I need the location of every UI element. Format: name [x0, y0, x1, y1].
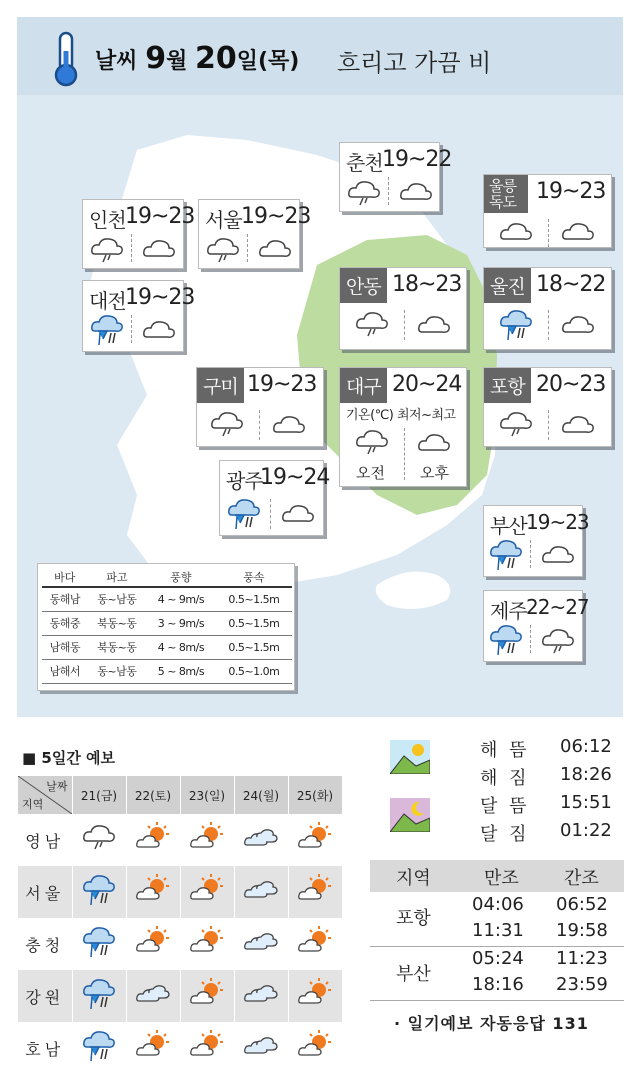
thermometer-icon [51, 31, 81, 87]
header-date: 날씨 9월 20일(목) [95, 41, 300, 76]
cloud-icon [560, 312, 596, 336]
forecast-cell [126, 918, 180, 970]
city-name: 구미 [197, 368, 244, 403]
city-card-busan [483, 505, 589, 577]
forecast-cell [180, 814, 234, 866]
forecast-cell [288, 970, 342, 1022]
forecast-cell [234, 918, 288, 970]
cloud-rain-icon [354, 308, 390, 338]
city-temp: 19~22 [382, 147, 452, 172]
cloud-icon [141, 317, 177, 341]
am-label: 오전 [356, 464, 385, 482]
header [17, 17, 623, 95]
sun-cloud-icon [135, 1029, 171, 1063]
rain-heavy-icon [488, 538, 524, 572]
forecast-cell [126, 970, 180, 1022]
city-name: 울릉 독도 [484, 175, 528, 213]
sunset-label: 해 짐 [480, 768, 530, 789]
region-label: 강원 [18, 970, 72, 1022]
city-card-daegu [339, 367, 467, 487]
city-card-seoul [198, 199, 311, 269]
city-name: 춘천 [346, 151, 383, 175]
sun-cloud-icon [297, 925, 333, 959]
forecast-cell [126, 814, 180, 866]
city-temp: 22~27 [526, 595, 589, 619]
cloud-rain-icon [205, 234, 241, 264]
sun-cloud-icon [297, 1029, 333, 1063]
table-row: 동해남 동~남동 4 ~ 9m/s 0.5~1.5m [42, 587, 292, 611]
clouds-icon [243, 873, 279, 907]
forecast-row [18, 1022, 342, 1074]
day-label: 23(일) [180, 776, 234, 814]
sun-cloud-icon [297, 977, 333, 1011]
city-temp: 19~23 [125, 204, 195, 229]
cloud-rain-icon [81, 821, 117, 855]
moonrise-label: 달 뜸 [480, 796, 530, 817]
moon-icon [390, 798, 430, 832]
sea-conditions-table [37, 563, 295, 691]
sun-cloud-icon [297, 821, 333, 855]
day-label: 21(금) [72, 776, 126, 814]
cloud-icon [257, 236, 293, 260]
cloud-icon [416, 430, 452, 454]
forecast-cell [288, 918, 342, 970]
city-name: 대전 [89, 289, 126, 313]
sunset-time: 18:26 [560, 764, 612, 785]
city-temp: 19~23 [241, 204, 311, 229]
forecast-row [18, 918, 342, 970]
day-label: 24(월) [234, 776, 288, 814]
forecast-cell [288, 1022, 342, 1074]
cloud-icon [498, 219, 534, 243]
cloud-icon [271, 412, 307, 436]
city-temp: 19~23 [536, 179, 606, 204]
forecast-cell [72, 814, 126, 866]
forecast-cell [234, 814, 288, 866]
day-label: 25(화) [288, 776, 342, 814]
clouds-icon [243, 1029, 279, 1063]
auto-response-note: · 일기예보 자동응답 131 [394, 1014, 589, 1033]
table-row: 남해서 동~남동 5 ~ 8m/s 0.5~1.0m [42, 659, 292, 683]
city-temp: 19~24 [260, 465, 330, 490]
forecast-corner: 날짜 지역 [18, 776, 72, 814]
city-card-andong [339, 267, 467, 350]
city-card-gumi [196, 367, 324, 447]
forecast-title: ■ 5일간 예보 [22, 749, 116, 767]
pm-label: 오후 [420, 464, 449, 482]
forecast-cell [72, 918, 126, 970]
sun-cloud-icon [189, 873, 225, 907]
clouds-icon [243, 977, 279, 1011]
rain-heavy-icon [89, 313, 125, 347]
forecast-cell [72, 970, 126, 1022]
cloud-rain-icon [354, 426, 390, 456]
city-name: 서울 [205, 208, 242, 232]
city-name: 포항 [484, 368, 531, 403]
city-card-pohang [483, 367, 612, 447]
city-card-chuncheon [339, 142, 452, 212]
city-card-uljin [483, 267, 612, 350]
cloud-rain-icon [540, 625, 576, 655]
cloud-rain-icon [498, 408, 534, 438]
rain-heavy-icon [226, 497, 262, 531]
forecast-cell [234, 970, 288, 1022]
cloud-icon [141, 236, 177, 260]
city-temp: 19~23 [125, 285, 195, 310]
cloud-rain-icon [89, 234, 125, 264]
rain-heavy-icon [81, 1029, 117, 1063]
sunrise-label: 해 뜸 [480, 740, 530, 761]
tide-place: 부산 [396, 964, 431, 985]
sun-cloud-icon [135, 925, 171, 959]
city-temp: 18~22 [536, 272, 606, 297]
city-name: 부산 [490, 514, 527, 538]
moonset-time: 01:22 [560, 820, 612, 841]
forecast-cell [234, 866, 288, 918]
forecast-row [18, 814, 342, 866]
tide-header: 지역 만조 간조 [370, 860, 624, 892]
forecast-cell [180, 1022, 234, 1074]
temp-legend: 기온(℃) 최저~최고 [346, 408, 456, 423]
forecast-cell [180, 918, 234, 970]
city-card-ulleung [483, 174, 612, 248]
clouds-icon [243, 925, 279, 959]
forecast-cell [288, 866, 342, 918]
city-name: 울진 [484, 268, 531, 303]
cloud-icon [280, 501, 316, 525]
cloud-icon [540, 542, 576, 566]
city-temp: 18~23 [392, 272, 462, 297]
sunrise-time: 06:12 [560, 736, 612, 757]
sun-cloud-icon [135, 821, 171, 855]
day-label: 22(토) [126, 776, 180, 814]
rain-heavy-icon [81, 925, 117, 959]
city-temp: 19~23 [526, 510, 589, 534]
city-name: 인천 [89, 208, 126, 232]
cloud-icon [398, 179, 434, 203]
sun-cloud-icon [189, 977, 225, 1011]
forecast-cell [180, 970, 234, 1022]
forecast-cell [180, 866, 234, 918]
rain-heavy-icon [488, 623, 524, 657]
cloud-icon [416, 312, 452, 336]
forecast-row [18, 866, 342, 918]
rain-heavy-icon [81, 873, 117, 907]
city-name: 제주 [490, 599, 527, 623]
sun-cloud-icon [189, 925, 225, 959]
city-card-jeju [483, 590, 589, 662]
clouds-icon [243, 821, 279, 855]
region-label: 호남 [18, 1022, 72, 1074]
city-temp: 19~23 [247, 372, 317, 397]
forecast-cell [72, 866, 126, 918]
table-row: 남해동 북동~동 4 ~ 8m/s 0.5~1.5m [42, 635, 292, 659]
city-card-daejeon [82, 280, 195, 352]
city-name: 안동 [340, 268, 387, 303]
region-label: 영남 [18, 814, 72, 866]
forecast-cell [72, 1022, 126, 1074]
moonrise-time: 15:51 [560, 792, 612, 813]
table-row: 동해중 북동~동 3 ~ 9m/s 0.5~1.5m [42, 611, 292, 635]
forecast-cell [126, 1022, 180, 1074]
forecast-cell [234, 1022, 288, 1074]
city-name: 대구 [340, 368, 387, 403]
cloud-icon [560, 219, 596, 243]
region-label: 서울 [18, 866, 72, 918]
sun-cloud-icon [297, 873, 333, 907]
cloud-icon [560, 412, 596, 436]
header-summary: 흐리고 가끔 비 [337, 49, 492, 77]
cloud-rain-icon [209, 408, 245, 438]
cloud-rain-icon [346, 177, 382, 207]
sun-cloud-icon [189, 821, 225, 855]
sunrise-icon [390, 740, 430, 774]
clouds-icon [135, 977, 171, 1011]
forecast-header-row [18, 776, 342, 814]
rain-heavy-icon [498, 308, 534, 342]
region-label: 충청 [18, 918, 72, 970]
tide-place: 포항 [396, 908, 431, 929]
sea-header-row: 바다 파고 풍향 풍속 [42, 568, 292, 587]
forecast-row [18, 970, 342, 1022]
city-temp: 20~23 [536, 372, 606, 397]
sun-cloud-icon [135, 873, 171, 907]
city-card-incheon [82, 199, 195, 269]
moonset-label: 달 짐 [480, 824, 530, 845]
forecast-cell [126, 866, 180, 918]
city-name: 광주 [226, 469, 263, 493]
city-card-gwangju [219, 460, 330, 536]
forecast-cell [288, 814, 342, 866]
city-temp: 20~24 [392, 372, 462, 397]
sun-cloud-icon [189, 1029, 225, 1063]
forecast-table [18, 776, 343, 1074]
rain-heavy-icon [81, 977, 117, 1011]
